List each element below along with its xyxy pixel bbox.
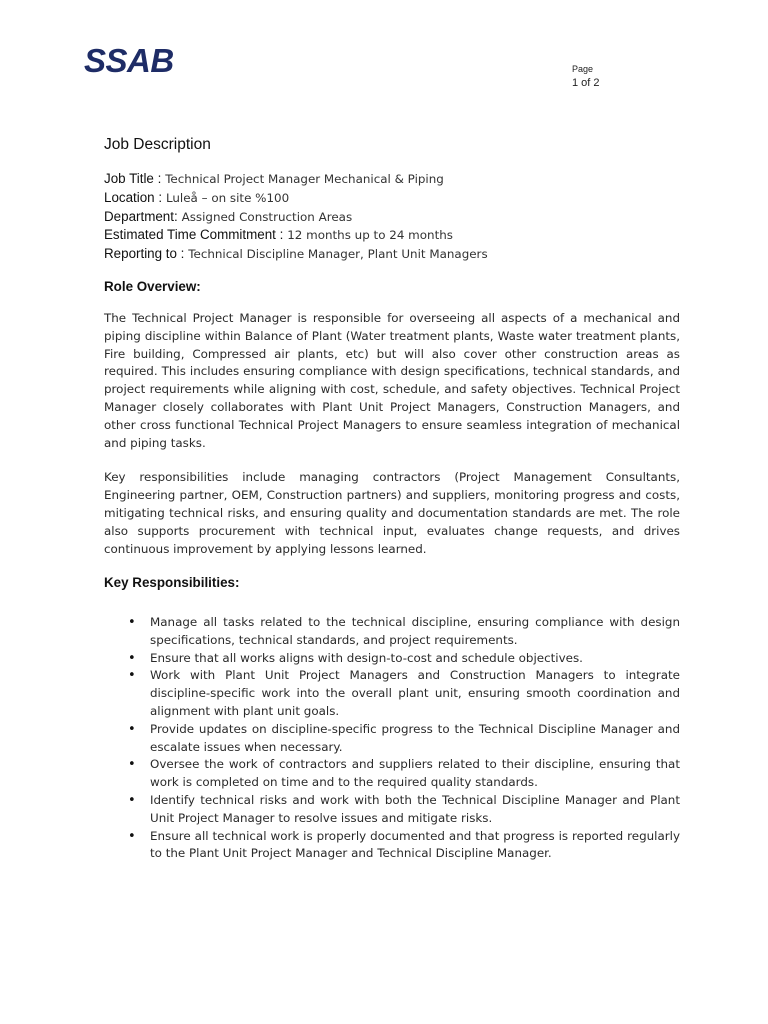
meta-key: Reporting to : xyxy=(104,246,185,262)
bullet-icon: • xyxy=(128,668,136,684)
list-item xyxy=(104,756,680,792)
role-overview-paragraph: The Technical Project Manager is responsible for overseeing all aspects of a mechanical and piping discipline within Balance of Plant (Water treatment plants, Waste water treatment plants, Fire building, Compressed air plants, etc) but will also cover other construction areas as required. This includes ensuring compliance with design specifications, technical standards, and project requirements while aligning with cost, schedule, and safety objectives. Technical Project Manager closely collaborates with Plant Unit Project Managers, Construction Managers, and other cross functional Technical Project Managers to ensure seamless integration of mechanical and piping tasks. xyxy=(104,310,680,450)
meta-key: Estimated Time Commitment : xyxy=(104,227,284,243)
list-item-text: Work with Plant Unit Project Managers and Construction Managers to integrate discipline-specific work into the overall plant unit, ensuring smooth coordination and alignment with plant unit goals. xyxy=(150,668,680,718)
list-item-text: Oversee the work of contractors and suppliers related to their discipline, ensuring that work is completed on time and to the required quality standards. xyxy=(150,757,680,790)
meta-value: Technical Discipline Manager, Plant Unit Managers xyxy=(188,247,488,262)
bullet-icon: • xyxy=(128,757,136,773)
meta-value: Technical Project Manager Mechanical & Piping xyxy=(165,172,444,186)
list-item xyxy=(104,792,680,828)
responsibilities-list xyxy=(104,614,680,863)
key-responsibilities-heading: Key Responsibilities: xyxy=(104,575,240,591)
meta-value: Assigned Construction Areas xyxy=(181,209,353,224)
meta-value: Luleå – on site %100 xyxy=(165,190,290,205)
job-meta xyxy=(104,170,680,264)
list-item xyxy=(104,614,680,650)
meta-key: Department: xyxy=(104,208,178,224)
list-item xyxy=(104,828,680,864)
meta-location xyxy=(104,189,680,208)
bullet-icon: • xyxy=(128,650,136,666)
list-item-text: Identify technical risks and work with both the Technical Discipline Manager and Plant Unit Project Manager to resolve issues and mitigate risks. xyxy=(150,792,680,825)
list-item-text: Ensure that all works aligns with design-to-cost and schedule objectives. xyxy=(150,650,583,665)
meta-value: 12 months up to 24 months xyxy=(287,228,453,243)
meta-reporting-to xyxy=(104,245,680,264)
document-body xyxy=(104,136,680,590)
ssab-logo: SSAB xyxy=(84,42,174,79)
meta-time-commitment xyxy=(104,226,680,245)
document-title: Job Description xyxy=(104,136,211,153)
list-item-text: Manage all tasks related to the technical discipline, ensuring compliance with design specifications, technical standards, and project requirements. xyxy=(150,615,680,647)
page-label: Page xyxy=(572,64,594,74)
bullet-icon: • xyxy=(128,792,136,808)
meta-job-title xyxy=(104,170,680,189)
bullet-icon: • xyxy=(128,828,136,844)
list-item xyxy=(104,667,680,720)
list-item xyxy=(104,721,680,757)
role-overview-paragraph: Key responsibilities include managing contractors (Project Management Consultants, Engineering partner, OEM, Construction partners) and suppliers, monitoring progress and costs, mitigating technical risks, and ensuring quality and documentation standards are met. The role also supports procurement with technical input, evaluates change requests, and drives continuous improvement by applying lessons learned. xyxy=(104,470,680,556)
list-item-text: Provide updates on discipline-specific progress to the Technical Discipline Manager and escalate issues when necessary. xyxy=(150,721,680,754)
page-number: 1 of 2 xyxy=(572,77,600,89)
bullet-icon: • xyxy=(128,721,136,737)
bullet-icon: • xyxy=(128,615,136,630)
meta-department xyxy=(104,208,680,227)
list-item-text: Ensure all technical work is properly documented and that progress is reported regularly to the Plant Unit Project Manager and Technical Discipline Manager. xyxy=(150,828,680,861)
list-item xyxy=(104,650,680,668)
meta-key: Job Title : xyxy=(104,171,162,186)
meta-key: Location : xyxy=(104,189,163,205)
role-overview-heading: Role Overview: xyxy=(104,278,201,294)
